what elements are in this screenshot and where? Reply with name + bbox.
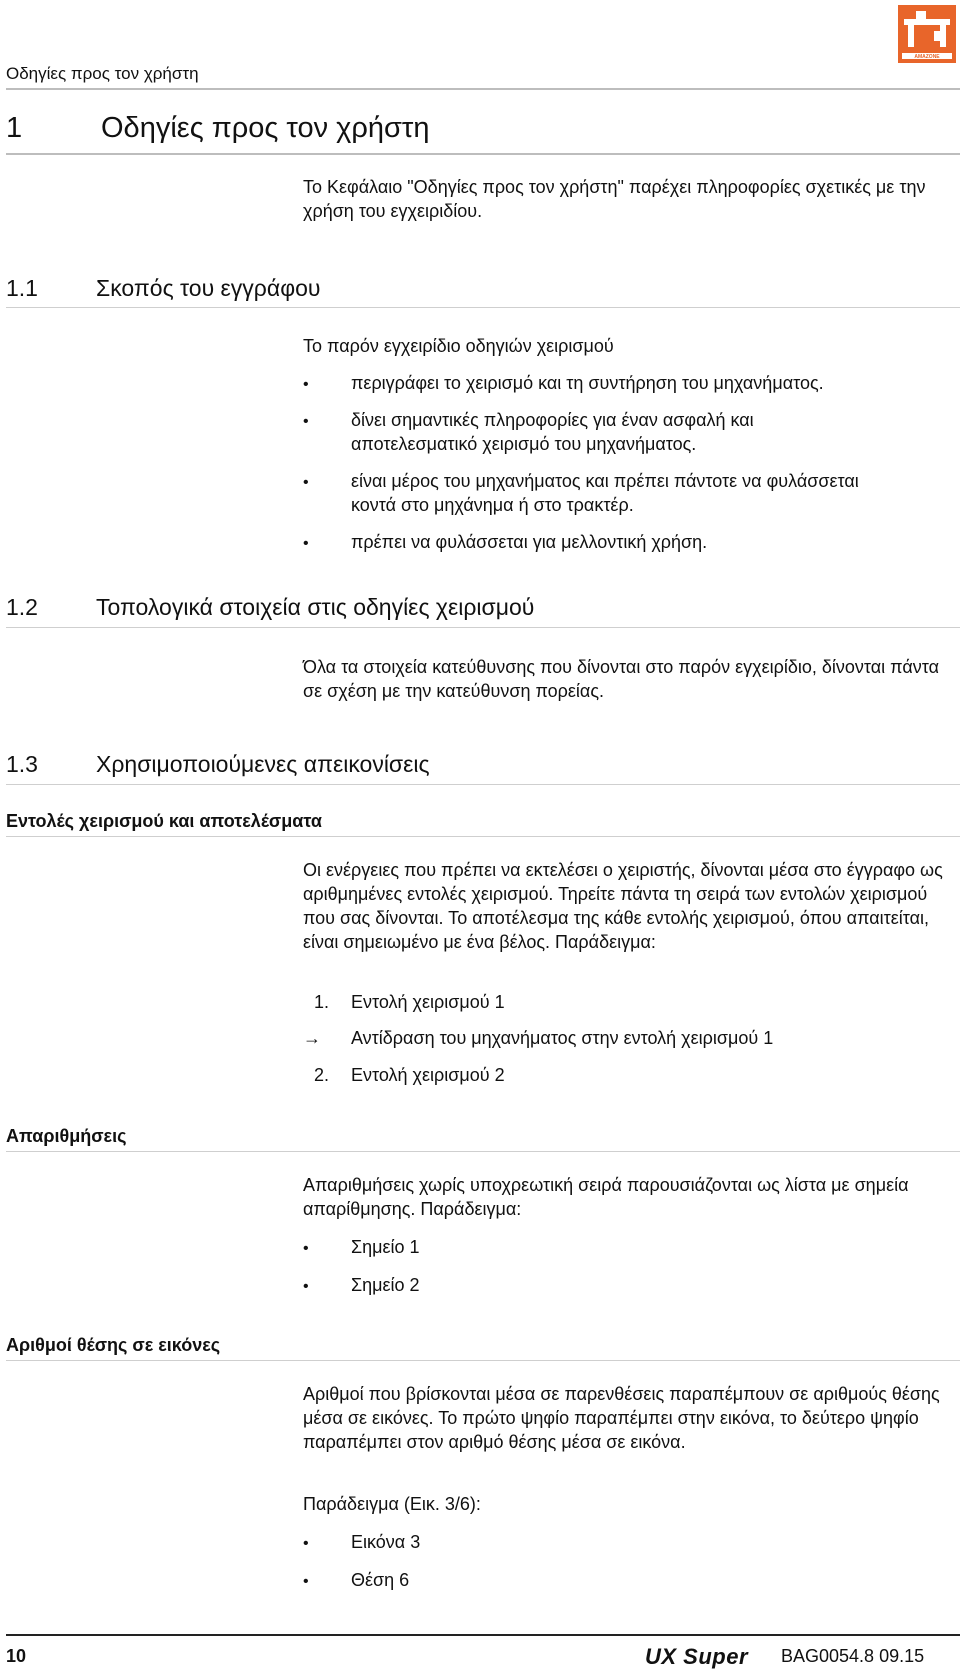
result-text: Αντίδραση του μηχανήματος στην εντολή χειρισμού 1 bbox=[351, 1028, 774, 1048]
page-number: 10 bbox=[6, 1646, 27, 1666]
running-header: Οδηγίες προς τον χρήστη bbox=[6, 64, 199, 83]
logo-icon bbox=[898, 5, 956, 63]
footer-rule bbox=[6, 1634, 960, 1636]
bullet-icon bbox=[303, 469, 323, 495]
step-text: Εντολή χειρισμού 2 bbox=[351, 1065, 505, 1085]
list-item-text: Σημείο 1 bbox=[351, 1237, 420, 1257]
step-number: 2. bbox=[314, 1065, 330, 1085]
subheading-commands: Εντολές χειρισμού και αποτελέσματα bbox=[6, 811, 322, 831]
bullet-icon bbox=[303, 1568, 323, 1594]
list-item-text: κοντά στο μηχάνημα ή στο τρακτέρ. bbox=[351, 495, 634, 515]
section-heading-1-2 bbox=[0, 594, 960, 624]
subheading-rule bbox=[6, 1151, 960, 1152]
bullet-icon bbox=[303, 1530, 323, 1556]
section-title: Σκοπός του εγγράφου bbox=[96, 275, 321, 301]
chapter-heading bbox=[0, 112, 960, 148]
list-item-text: Σημείο 2 bbox=[351, 1275, 420, 1295]
arrow-right-icon: → bbox=[303, 1028, 321, 1048]
section-title: Χρησιμοποιούμενες απεικονίσεις bbox=[96, 751, 430, 777]
header-rule bbox=[6, 88, 960, 90]
list-item-text: είναι μέρος του μηχανήματος και πρέπει πάντοτε να φυλάσσεται bbox=[351, 471, 859, 491]
enumerations-text: Απαριθμήσεις χωρίς υποχρεωτική σειρά παρουσιάζονται ως λίστα με σημεία απαρίθμησης. Παράδειγμα: bbox=[303, 1175, 909, 1219]
subheading-rule bbox=[6, 836, 960, 837]
section-title: Τοπολογικά στοιχεία στις οδηγίες χειρισμού bbox=[96, 594, 535, 620]
bullet-icon bbox=[303, 371, 323, 397]
subheading-rule bbox=[6, 1360, 960, 1361]
amazone-logo bbox=[898, 5, 956, 63]
positions-example: Παράδειγμα (Εικ. 3/6): bbox=[303, 1494, 481, 1514]
section-number: 1.2 bbox=[6, 594, 38, 620]
list-item-text: περιγράφει το χειρισμό και τη συντήρηση του μηχανήματος. bbox=[351, 373, 824, 393]
section-heading-1-1 bbox=[0, 275, 960, 305]
chapter-number: 1 bbox=[6, 112, 23, 144]
section-rule bbox=[6, 307, 960, 308]
product-name: UX Super bbox=[645, 1644, 749, 1669]
list-item-text: αποτελεσματικό χειρισμό του μηχανήματος. bbox=[351, 434, 697, 454]
bullet-icon bbox=[303, 1273, 323, 1299]
subheading-positions: Αριθμοί θέσης σε εικόνες bbox=[6, 1335, 221, 1355]
section-number: 1.3 bbox=[6, 751, 38, 777]
bullet-icon bbox=[303, 1235, 323, 1261]
section-rule bbox=[6, 784, 960, 785]
section-rule bbox=[6, 627, 960, 628]
step-text: Εντολή χειρισμού 1 bbox=[351, 992, 505, 1012]
logo-text: AMAZONE bbox=[914, 54, 940, 60]
subheading-enumerations: Απαριθμήσεις bbox=[6, 1126, 127, 1146]
step-number: 1. bbox=[314, 992, 330, 1012]
chapter-intro: Το Κεφάλαιο "Οδηγίες προς τον χρήστη" παρέχει πληροφορίες σχετικές με την χρήση του εγχειριδίου. bbox=[303, 177, 926, 221]
list-item-text: δίνει σημαντικές πληροφορίες για έναν ασφαλή και bbox=[351, 410, 754, 430]
chapter-title: Οδηγίες προς τον χρήστη bbox=[101, 112, 430, 144]
bullet-icon bbox=[303, 408, 323, 434]
list-item-text: Θέση 6 bbox=[351, 1570, 410, 1590]
list-item-text: πρέπει να φυλάσσεται για μελλοντική χρήση. bbox=[351, 532, 708, 552]
commands-text: Οι ενέργειες που πρέπει να εκτελέσει ο χειριστής, δίνονται μέσα στο έγγραφο ως αριθμημένες εντολές χειρισμού. Τηρείτε πάντα τη σειρά των εντολών χειρισμού που σας δίνονται. Το αποτέλεσμα της κάθε εντολής χειρισμού, όπου απαιτείται, είναι σημειωμένο με ένα βέλος. Παράδειγμα: bbox=[303, 860, 943, 952]
document-code: BAG0054.8 09.15 bbox=[781, 1646, 925, 1666]
list-item-text: Εικόνα 3 bbox=[351, 1532, 421, 1552]
s1-2-text: Όλα τα στοιχεία κατεύθυνσης που δίνονται στο παρόν εγχειρίδιο, δίνονται πάντα σε σχέση με την κατεύθυνση πορείας. bbox=[303, 657, 940, 701]
section-heading-1-3 bbox=[0, 751, 960, 781]
section-number: 1.1 bbox=[6, 275, 38, 301]
positions-text: Αριθμοί που βρίσκονται μέσα σε παρενθέσεις παραπέμπουν σε αριθμούς θέσης μέσα σε εικόνες. Το πρώτο ψηφίο παραπέμπει στην εικόνα, το δεύτερο ψηφίο παραπέμπει στον αριθμό θέσης μέσα σε εικόνα. bbox=[303, 1384, 940, 1452]
s1-1-lead: Το παρόν εγχειρίδιο οδηγιών χειρισμού bbox=[303, 336, 614, 356]
bullet-icon bbox=[303, 530, 323, 556]
chapter-rule bbox=[6, 153, 960, 155]
